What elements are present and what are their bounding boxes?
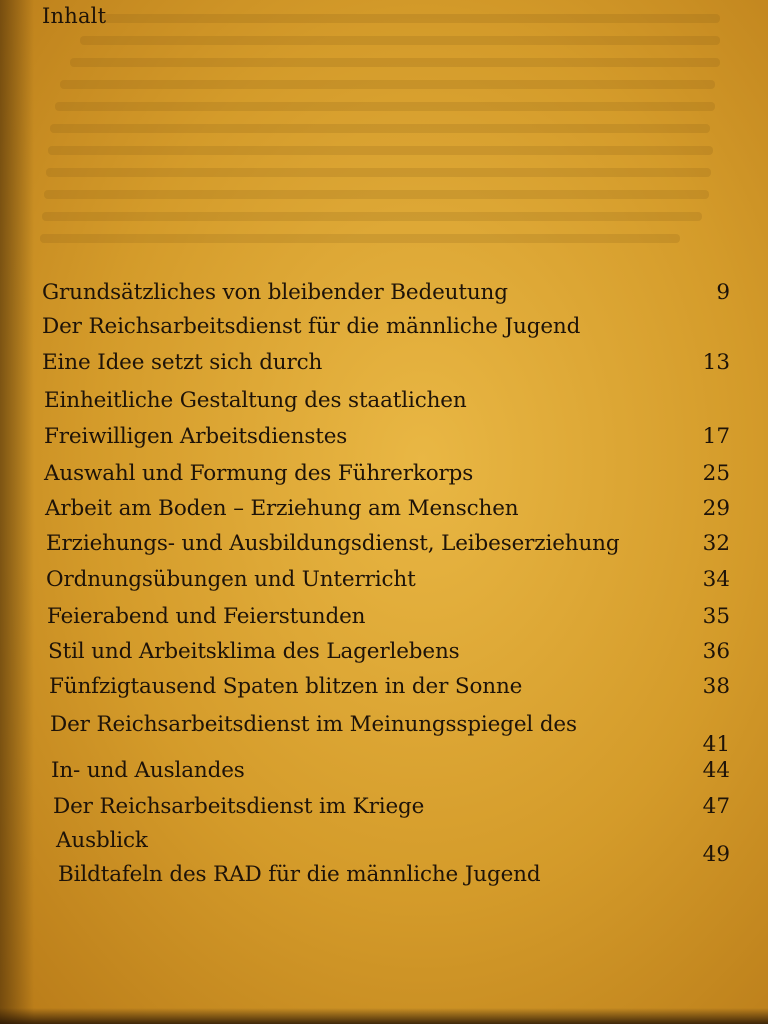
toc-entry-title: Grundsätzliches von bleibender Bedeutung: [42, 280, 508, 305]
toc-entry: [0, 639, 768, 673]
toc-entry: [0, 862, 768, 896]
toc-entry-title: Der Reichsarbeitsdienst im Meinungsspiegel des: [50, 712, 577, 737]
toc-entry: [0, 604, 768, 638]
toc-entry-page: 32: [702, 531, 730, 556]
toc-entry: [0, 424, 768, 458]
toc-entry: [0, 350, 768, 384]
toc-entry-title: Arbeit am Boden – Erziehung am Menschen: [45, 496, 519, 521]
toc-entry-page: 17: [702, 424, 730, 449]
toc-entry: [0, 496, 768, 530]
page-title: Inhalt: [42, 4, 107, 28]
toc-entry-title: In- und Auslandes: [51, 758, 245, 783]
toc-entry-title: Einheitliche Gestaltung des staatlichen: [44, 388, 467, 413]
toc-entry-page: 13: [702, 350, 730, 375]
toc-entry-title: Freiwilligen Arbeitsdienstes: [44, 424, 348, 449]
toc-entry-page: 36: [702, 639, 730, 664]
toc-entry-title: Auswahl und Formung des Führerkorps: [44, 461, 474, 486]
toc-entry-page: 25: [702, 461, 730, 486]
toc-entry-title: Ausblick: [56, 828, 148, 853]
toc-entry: [0, 758, 768, 792]
toc-entry-title: Der Reichsarbeitsdienst für die männliche Jugend: [42, 314, 581, 339]
toc-entry-title: Der Reichsarbeitsdienst im Kriege: [53, 794, 425, 819]
toc-entry-page: 44: [702, 758, 730, 783]
show-through-text: [40, 0, 740, 260]
toc-entry-page: 34: [702, 567, 730, 592]
toc-entry: [0, 461, 768, 495]
toc-entry-page: 41: [702, 732, 730, 757]
toc-entry-title: Eine Idee setzt sich durch: [42, 350, 323, 375]
toc-entry-title: Feierabend und Feierstunden: [47, 604, 366, 629]
toc-entry-page: 29: [702, 496, 730, 521]
toc-entry: [0, 674, 768, 708]
toc-entry-title: Ordnungsübungen und Unterricht: [46, 567, 416, 592]
toc-entry-title: Stil und Arbeitsklima des Lagerlebens: [48, 639, 460, 664]
toc-entry-page: 38: [702, 674, 730, 699]
toc-entry-page: 9: [716, 280, 730, 305]
toc-entry: [0, 567, 768, 601]
toc-entry: [0, 794, 768, 828]
toc-entry-page: 35: [702, 604, 730, 629]
toc-entry: [0, 314, 768, 348]
toc-entry-title: Fünfzigtausend Spaten blitzen in der Sonne: [49, 674, 523, 699]
toc-entry: [0, 388, 768, 422]
toc-entry-title: Erziehungs- und Ausbildungsdienst, Leibeserziehung: [46, 531, 620, 556]
toc-entry-page: 49: [702, 842, 730, 867]
toc-entry: [0, 280, 768, 314]
page-bottom-edge: [0, 1008, 768, 1024]
toc-entry: [0, 531, 768, 565]
toc-entry-title: Bildtafeln des RAD für die männliche Jugend: [58, 862, 541, 887]
toc-entry-page: 47: [702, 794, 730, 819]
